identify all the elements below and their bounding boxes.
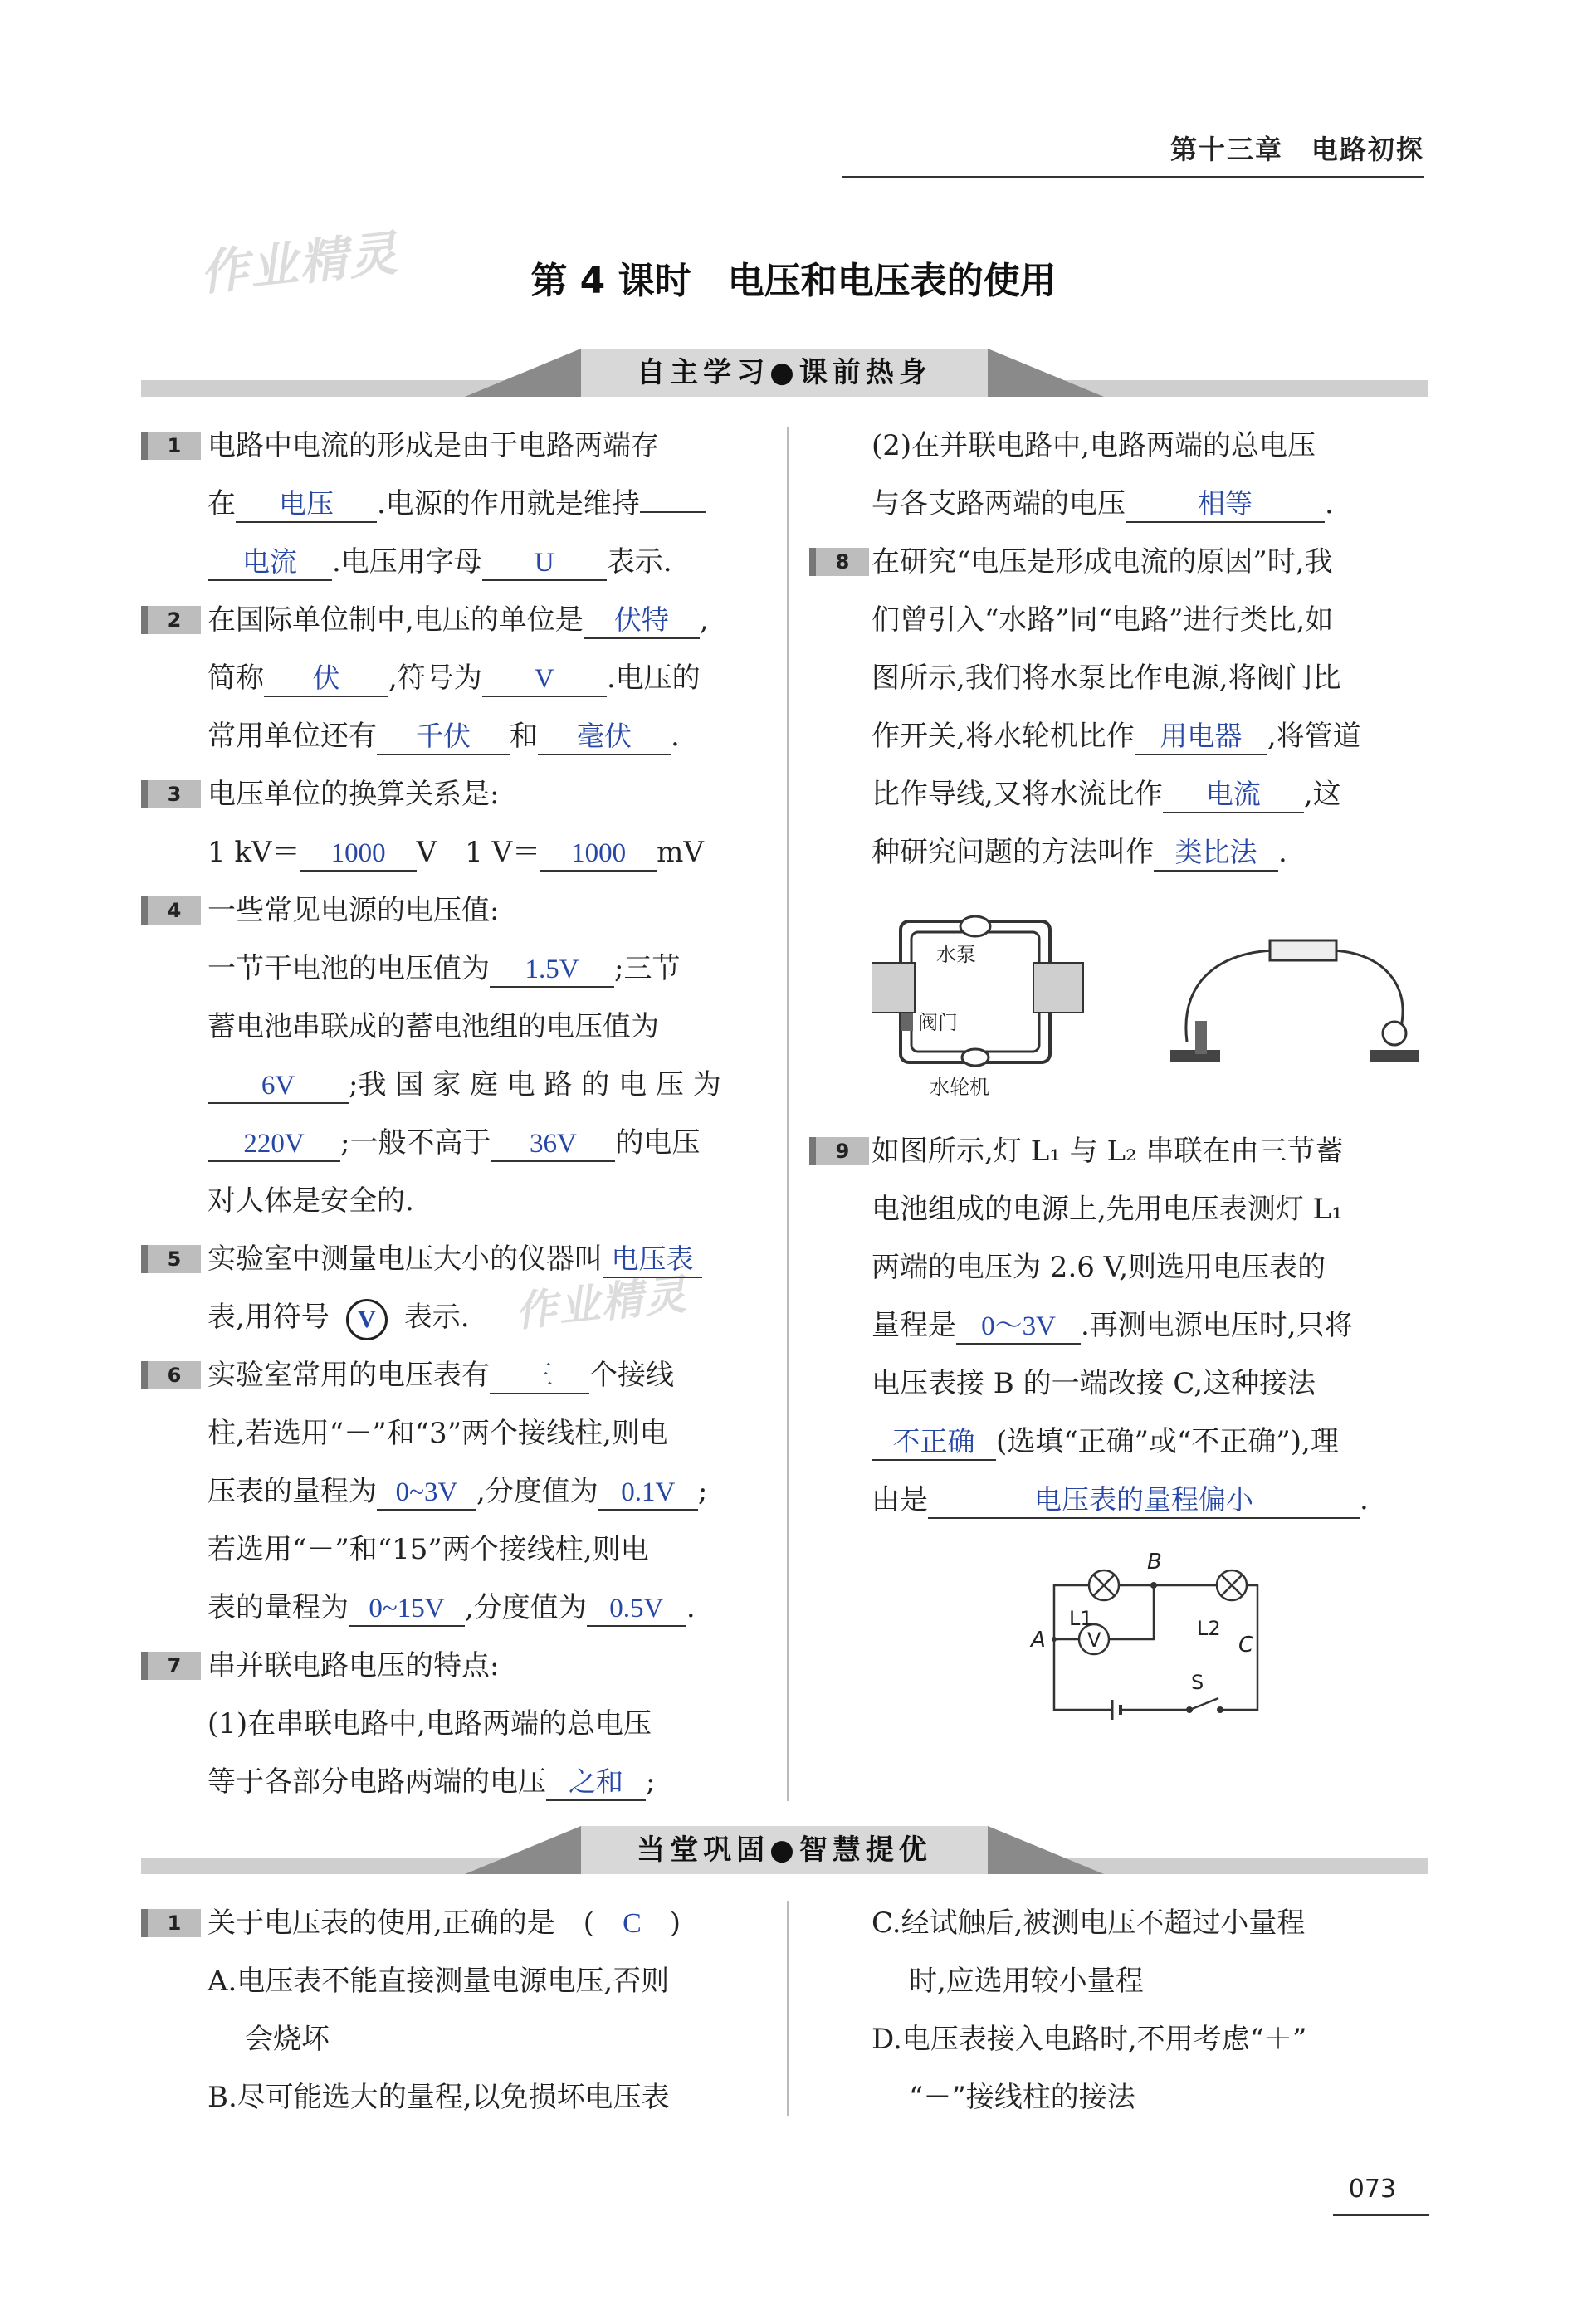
- q4-line5: [208, 1125, 700, 1162]
- voltmeter-label: V: [1087, 1628, 1101, 1652]
- text: 简称: [208, 662, 264, 695]
- text: .: [1278, 836, 1287, 869]
- answer-blank: U: [482, 546, 607, 581]
- q4-line6: 对人体是安全的.: [208, 1184, 414, 1218]
- text: .: [1325, 487, 1334, 520]
- question-number: 5: [141, 1245, 201, 1273]
- answer-blank: 电压: [236, 488, 377, 523]
- q2-line3: [208, 718, 680, 755]
- q6-line3: [208, 1473, 707, 1511]
- text: 表,用符号: [208, 1301, 330, 1334]
- choice-answer: C: [623, 1908, 642, 1939]
- text: 比作导线,又将水流比作: [872, 778, 1163, 811]
- text: ;我 国 家 庭 电 路 的 电 压 为: [349, 1068, 721, 1101]
- switch-icon: [1195, 1021, 1207, 1054]
- question-number: 4: [141, 896, 201, 925]
- page-number-rule: [1333, 2214, 1429, 2216]
- q6-line2: 柱,若选用“－”和“3”两个接线柱,则电: [208, 1417, 668, 1450]
- text: ): [641, 1907, 681, 1940]
- symbol-slot: [330, 1299, 404, 1340]
- series-circuit-diagram: [1021, 1544, 1287, 1726]
- text: 作开关,将水轮机比作: [872, 720, 1135, 753]
- text: ;一般不高于: [340, 1126, 491, 1160]
- answer-blank: 0~3V: [377, 1476, 476, 1511]
- switch-icon: [1192, 1698, 1218, 1709]
- q3-line1: 电压单位的换算关系是:: [208, 778, 500, 811]
- text: 在国际单位制中,电压的单位是: [208, 603, 584, 637]
- text: .再测电源电压时,只将: [1081, 1309, 1353, 1342]
- text: .电压用字母: [332, 545, 482, 579]
- text: 表示.: [403, 1301, 470, 1334]
- L2-label: L2: [1197, 1617, 1221, 1640]
- question-number: 9: [809, 1137, 869, 1165]
- answer-blank: 电压表的量程偏小: [928, 1484, 1360, 1519]
- answer-blank: 之和: [546, 1766, 646, 1801]
- q5-line1: [208, 1241, 702, 1278]
- c1-option-C1: C.经试触后,被测电压不超过小量程: [872, 1907, 1306, 1940]
- turbine-icon: [962, 1049, 989, 1066]
- text: ,符号为: [388, 662, 482, 695]
- text: 关于电压表的使用,正确的是 (: [208, 1907, 623, 1940]
- answer-blank: V: [482, 662, 607, 697]
- section-banner-1-label: 自主学习●课前热身: [581, 349, 988, 397]
- q8-line2: 们曾引入“水路”同“电路”进行类比,如: [872, 603, 1334, 637]
- q5-line2: [208, 1299, 470, 1340]
- text: 表示.: [606, 545, 672, 579]
- c1-option-A2: 会烧坏: [245, 2023, 330, 2056]
- q6-line1: [208, 1357, 674, 1394]
- text: ;: [697, 1475, 708, 1508]
- page-number: 073: [1348, 2175, 1396, 2204]
- switch-label: S: [1191, 1671, 1204, 1694]
- text: 实验室中测量电压大小的仪器叫: [208, 1243, 603, 1276]
- text: 压表的量程为: [208, 1475, 377, 1508]
- text: ,分度值为: [476, 1475, 598, 1508]
- chapter-header: 第十三章 电路初探: [1169, 134, 1424, 165]
- text: 个接线: [589, 1359, 674, 1392]
- answer-blank: 毫伏: [538, 720, 671, 755]
- answer-blank: 千伏: [377, 720, 510, 755]
- q9-line4: [872, 1307, 1353, 1345]
- q9-line6: [872, 1423, 1339, 1461]
- answer-blank: 电压表: [603, 1243, 702, 1278]
- answer-blank: 0~15V: [349, 1592, 465, 1627]
- answer-blank: 1000: [540, 837, 657, 872]
- q4-line1: 一些常见电源的电压值:: [208, 894, 500, 927]
- text: 种研究问题的方法叫作: [872, 836, 1154, 869]
- q6-line4: 若选用“－”和“15”两个接线柱,则电: [208, 1533, 649, 1566]
- text: 与各支路两端的电压: [872, 487, 1126, 520]
- c1-option-C2: 时,应选用较小量程: [909, 1965, 1144, 1998]
- text: ;: [646, 1765, 656, 1799]
- q9-line1: 如图所示,灯 L₁ 与 L₂ 串联在由三节蓄: [872, 1135, 1344, 1168]
- water-tank-left: [872, 963, 915, 1013]
- turbine-label: 水轮机: [930, 1076, 989, 1099]
- header-rule: [842, 176, 1424, 178]
- pump-icon: [960, 916, 990, 936]
- text: 由是: [872, 1483, 928, 1516]
- voltmeter-symbol-icon: V: [346, 1299, 388, 1340]
- bulb-icon: [1383, 1022, 1406, 1045]
- text: .: [686, 1591, 696, 1624]
- q8-line4: [872, 718, 1361, 755]
- text: ,将管道: [1267, 720, 1361, 753]
- q9-line2: 电池组成的电源上,先用电压表测灯 L₁: [872, 1193, 1343, 1226]
- question-number: 6: [141, 1361, 201, 1389]
- column-divider-2: [787, 1901, 789, 2116]
- text: ,分度值为: [465, 1591, 587, 1624]
- text: 1 kV＝: [208, 836, 300, 869]
- question-number: 1: [141, 1909, 201, 1937]
- q1-line1: 电路中电流的形成是由于电路两端存: [208, 429, 659, 462]
- answer-blank: 0～3V: [956, 1310, 1081, 1345]
- watermark-2: 作业精灵: [512, 1270, 690, 1336]
- point-C-label: C: [1238, 1633, 1254, 1658]
- text: .: [671, 720, 680, 753]
- q4-line3: 蓄电池串联成的蓄电池组的电压值为: [208, 1010, 659, 1043]
- q9-line3: 两端的电压为 2.6 V,则选用电压表的: [872, 1251, 1326, 1284]
- answer-blank: 相等: [1126, 488, 1325, 523]
- text: 在: [208, 487, 236, 520]
- text: 的电压: [615, 1126, 701, 1160]
- text: 实验室常用的电压表有: [208, 1359, 490, 1392]
- text: .电源的作用就是维持: [377, 487, 640, 520]
- text: ,这: [1303, 778, 1341, 811]
- q8-line6: [872, 834, 1287, 872]
- q7-line2: (1)在串联电路中,电路两端的总电压: [208, 1707, 652, 1741]
- c1-option-B: B.尽可能选大的量程,以免损坏电压表: [208, 2081, 670, 2114]
- question-number: 2: [141, 606, 201, 634]
- q9-line5: 电压表接 B 的一端改接 C,这种接法: [872, 1367, 1316, 1400]
- question-number: 7: [141, 1652, 201, 1680]
- answer-blank: 1.5V: [490, 953, 614, 988]
- answer-blank: 36V: [491, 1127, 615, 1162]
- q1-line3: [208, 544, 672, 581]
- answer-blank: 伏: [264, 662, 388, 697]
- water-tank-right: [1033, 963, 1083, 1013]
- q7-line4: (2)在并联电路中,电路两端的总电压: [872, 429, 1316, 462]
- q1-line2: [208, 486, 706, 523]
- text: mV: [657, 836, 704, 869]
- q9-line7: [872, 1482, 1369, 1519]
- q2-line2: [208, 660, 701, 697]
- text: ,: [699, 603, 709, 637]
- text: 常用单位还有: [208, 720, 377, 753]
- answer-blank: 电流: [208, 546, 332, 581]
- answer-blank: 电流: [1163, 779, 1304, 813]
- answer-blank: 0.5V: [587, 1592, 686, 1627]
- answer-blank: 1000: [300, 837, 417, 872]
- water-circuit-figure: [872, 905, 1087, 1104]
- q4-line2: [208, 950, 680, 988]
- L1-label: L1: [1069, 1607, 1093, 1630]
- q4-line4: [208, 1067, 721, 1104]
- answer-blank: 0.1V: [598, 1476, 698, 1511]
- q8-line1: 在研究“电压是形成电流的原因”时,我: [872, 545, 1333, 579]
- text: .电压的: [606, 662, 701, 695]
- valve-icon: [901, 1013, 913, 1031]
- pump-label: 水泵: [936, 943, 976, 966]
- text: 等于各部分电路两端的电压: [208, 1765, 546, 1799]
- lamp-base-icon: [1370, 1050, 1419, 1062]
- c1-stem: [208, 1905, 681, 1942]
- answer-blank: 三: [490, 1360, 589, 1394]
- section-banner-2-label: 当堂巩固●智慧提优: [581, 1826, 988, 1874]
- answer-blank: 6V: [208, 1069, 349, 1104]
- text: V 1 V＝: [416, 836, 541, 869]
- c1-option-A1: A.电压表不能直接测量电源电压,否则: [208, 1965, 670, 1998]
- c1-option-D1: D.电压表接入电路时,不用考虑“＋”: [872, 2023, 1307, 2056]
- q7-line3: [208, 1764, 655, 1801]
- answer-blank: 220V: [208, 1127, 340, 1162]
- question-number: 1: [141, 432, 201, 460]
- point-A-label: A: [1031, 1628, 1046, 1653]
- text: .: [1360, 1483, 1369, 1516]
- text: 和: [510, 720, 538, 753]
- section-banner-1: [141, 349, 1428, 403]
- q6-line5: [208, 1589, 696, 1627]
- q2-line1: [208, 602, 709, 639]
- answer-blank: 伏特: [584, 604, 700, 639]
- c1-option-D2: “－”接线柱的接法: [909, 2081, 1135, 2114]
- q8-line5: [872, 776, 1341, 813]
- text: 量程是: [872, 1309, 956, 1342]
- text: 表的量程为: [208, 1591, 349, 1624]
- battery-icon: [1270, 940, 1336, 960]
- text: 一节干电池的电压值为: [208, 952, 490, 985]
- answer-blank: 不正确: [872, 1426, 996, 1461]
- text: ;三节: [614, 952, 681, 985]
- valve-label: 阀门: [918, 1011, 958, 1034]
- electric-circuit-figure: [1162, 925, 1428, 1071]
- q7-line5: [872, 486, 1334, 523]
- blank-line: [640, 511, 706, 513]
- question-number: 8: [809, 548, 869, 576]
- question-number: 3: [141, 780, 201, 808]
- lesson-title: 第 4 课时 电压和电压表的使用: [530, 260, 1057, 302]
- answer-blank: 类比法: [1154, 837, 1278, 872]
- text: (选填“正确”或“不正确”),理: [996, 1425, 1339, 1458]
- q8-line3: 图所示,我们将水泵比作电源,将阀门比: [872, 662, 1341, 695]
- answer-blank: 用电器: [1135, 720, 1267, 755]
- watermark: 作业精灵: [197, 224, 402, 302]
- section-banner-2: [141, 1826, 1428, 1881]
- column-divider: [787, 427, 789, 1801]
- point-B-label: B: [1147, 1550, 1162, 1575]
- q3-line2: [208, 834, 704, 872]
- q7-line1: 串并联电路电压的特点:: [208, 1649, 500, 1682]
